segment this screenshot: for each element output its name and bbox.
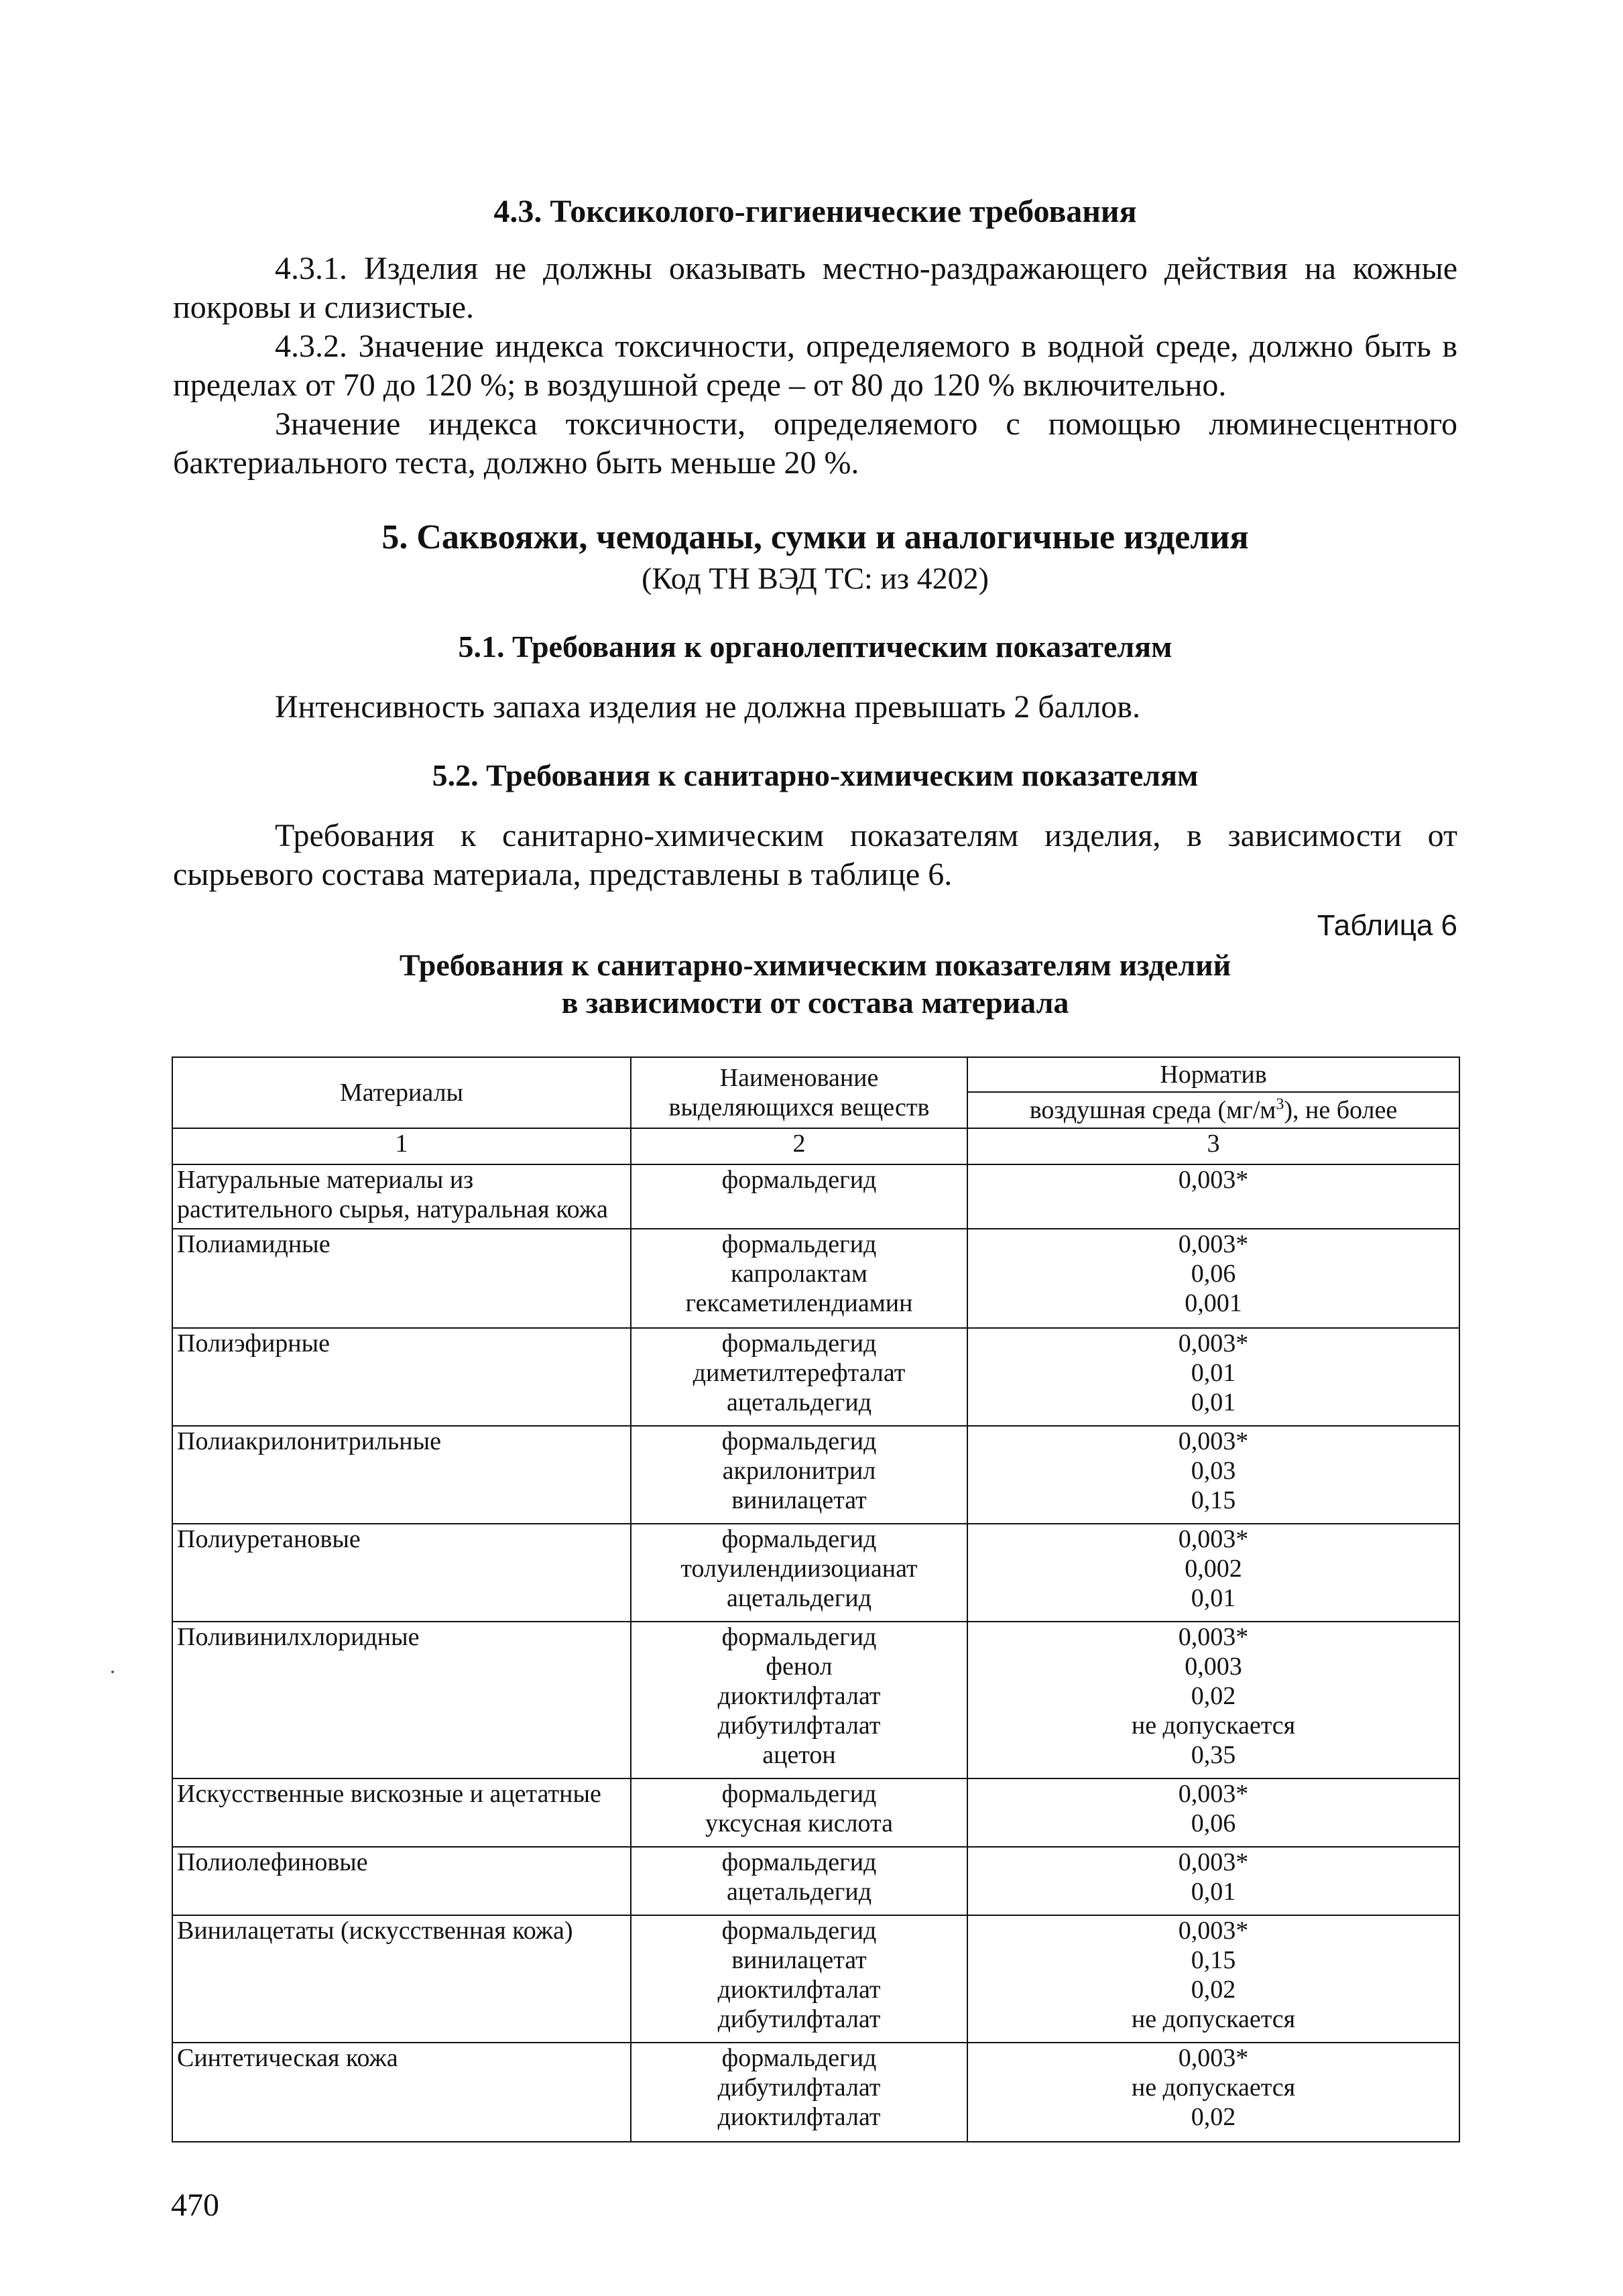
substance-name: диоктилфталат [717, 1682, 881, 1710]
paragraph-4-3-2: 4.3.2. Значение индекса токсичности, определяемого в водной среде, должно быть в пределах от 70 до 120 %; в воздушной среде – от 80 до 120 % включительно. [173, 328, 1457, 403]
norm-cell [967, 1328, 1459, 1426]
table-title-line-2: в зависимости от состава материала [561, 985, 1069, 1020]
material-cell: Синтетическая кожа [172, 2043, 631, 2142]
norms-table [172, 1056, 1460, 2142]
section-5-code: (Код ТН ВЭД ТС: из 4202) [642, 561, 989, 595]
table-body [172, 1164, 1459, 2142]
substance-name: ацетальдегид [726, 1878, 872, 1906]
table-row [172, 1915, 1459, 2043]
table-row [172, 1622, 1459, 1778]
paragraph-5-2: Требования к санитарно-химическим показателям изделия, в зависимости от сырьевого состава материала, представлены в таблице 6. [173, 818, 1457, 892]
norm-value: 0,06 [1191, 1260, 1236, 1288]
norm-cell [967, 1426, 1459, 1524]
norm-value: 0,001 [1185, 1289, 1242, 1317]
table-row [172, 1164, 1459, 1229]
substances-cell [631, 1778, 967, 1847]
norm-value: 0,15 [1191, 1486, 1236, 1514]
header-materials: Материалы [172, 1057, 631, 1128]
norm-value: не допускается [1131, 2073, 1296, 2102]
table-title [173, 947, 1457, 1022]
substance-name: диоктилфталат [717, 2103, 881, 2131]
substance-name: диоктилфталат [717, 1976, 881, 2004]
material-cell: Полиолефиновые [172, 1847, 631, 1915]
header-norm-air: воздушная среда $(мг/м^3)$, не более [967, 1092, 1459, 1128]
norm-value: 0,15 [1191, 1946, 1236, 1974]
norm-value: 0,003* [1178, 1230, 1249, 1258]
material-cell: Искусственные вискозные и ацетатные [172, 1778, 631, 1847]
material-cell: Поливинилхлоридные [172, 1622, 631, 1778]
norm-value: 0,01 [1191, 1388, 1236, 1416]
substance-name: формальдегид [721, 1780, 877, 1808]
substance-name: толуилендиизоцианат [680, 1555, 918, 1583]
norm-value: 0,003 [1185, 1652, 1242, 1681]
norm-value: 0,02 [1191, 1976, 1236, 2004]
substance-name: фенол [766, 1652, 833, 1681]
substance-name: формальдегид [721, 1917, 877, 1945]
substances-cell [631, 2043, 967, 2142]
norm-cell [967, 1847, 1459, 1915]
substance-name: формальдегид [721, 1848, 877, 1876]
norm-value: 0,003* [1178, 1427, 1249, 1455]
substance-name: формальдегид [721, 1230, 877, 1258]
norm-value: 0,003* [1178, 1525, 1249, 1553]
material-cell: Полиэфирные [172, 1328, 631, 1426]
norm-value: 0,003* [1178, 1329, 1249, 1357]
norm-value: не допускается [1131, 1711, 1296, 1740]
norm-value: 0,02 [1191, 2103, 1236, 2131]
substances-cell [631, 1847, 967, 1915]
substance-name: гексаметилендиамин [685, 1289, 913, 1317]
scan-speck [111, 1671, 114, 1673]
norm-value: 0,003* [1178, 1623, 1249, 1651]
table-title-line-1: Требования к санитарно-химическим показателям изделий [399, 948, 1231, 982]
norm-cell [967, 1524, 1459, 1622]
norm-cell [967, 2043, 1459, 2142]
section-5-1-title: 5.1. Требования к органолептическим показателям [458, 629, 1173, 664]
substances-cell [631, 1229, 967, 1328]
norm-value: 0,01 [1191, 1878, 1236, 1906]
column-number-2: 2 [631, 1128, 967, 1164]
norm-value: 0,002 [1185, 1555, 1242, 1583]
norm-value: 0,01 [1191, 1584, 1236, 1612]
norm-value: 0,003* [1178, 1780, 1249, 1808]
norm-cell [967, 1164, 1459, 1229]
column-number-1: 1 [172, 1128, 631, 1164]
table-row [172, 1524, 1459, 1622]
paragraph-4-3-1: 4.3.1. Изделия не должны оказывать местно-раздражающего действия на кожные покровы и слизистые. [173, 251, 1457, 325]
substance-name: уксусная кислота [705, 1809, 893, 1837]
substance-name: формальдегид [721, 2044, 877, 2072]
substance-name: формальдегид [721, 1427, 877, 1455]
norm-cell [967, 1778, 1459, 1847]
norm-value: 0,003* [1178, 2044, 1249, 2072]
substances-cell [631, 1426, 967, 1524]
column-number-3: 3 [967, 1128, 1459, 1164]
norm-value: 0,03 [1191, 1457, 1236, 1485]
substance-name: винилацетат [731, 1946, 867, 1974]
substances-cell [631, 1328, 967, 1426]
table-row [172, 1847, 1459, 1915]
substances-cell [631, 1622, 967, 1778]
material-cell: Полиамидные [172, 1229, 631, 1328]
material-cell: Полиуретановые [172, 1524, 631, 1622]
substance-name: формальдегид [721, 1329, 877, 1357]
table-row [172, 1426, 1459, 1524]
table-row [172, 1328, 1459, 1426]
norm-value: 0,06 [1191, 1809, 1236, 1837]
substances-cell [631, 1524, 967, 1622]
section-5-2-title: 5.2. Требования к санитарно-химическим показателям [432, 758, 1199, 792]
norm-value: 0,003* [1178, 1917, 1249, 1945]
page-number: 470 [171, 2187, 219, 2223]
substances-cell [631, 1164, 967, 1229]
norm-value: 0,01 [1191, 1359, 1236, 1387]
material-cell: Винилацетаты (искусственная кожа) [172, 1915, 631, 2043]
substance-name: ацетальдегид [726, 1584, 872, 1612]
table-row [172, 1778, 1459, 1847]
section-4-3-title: 4.3. Токсиколого-гигиенические требования [493, 194, 1137, 229]
material-cell: Натуральные материалы из растительного сырья, натуральная кожа [172, 1164, 631, 1229]
table-row [172, 1229, 1459, 1328]
substance-name: ацетон [762, 1741, 836, 1769]
norm-cell [967, 1915, 1459, 2043]
table-label: Таблица 6 [1317, 909, 1457, 942]
substance-name: акрилонитрил [722, 1457, 876, 1485]
paragraph-5-1: Интенсивность запаха изделия не должна превышать 2 баллов. [275, 689, 1140, 725]
substance-name: формальдегид [721, 1623, 877, 1651]
substance-name: капролактам [731, 1260, 867, 1288]
substance-name: формальдегид [721, 1525, 877, 1553]
substances-cell [631, 1915, 967, 2043]
section-5-title: 5. Саквояжи, чемоданы, сумки и аналогичные изделия [381, 518, 1249, 556]
substance-name: дибутилфталат [717, 1711, 881, 1740]
substance-name: ацетальдегид [726, 1388, 872, 1416]
paragraph-toxicity-bacterial: Значение индекса токсичности, определяемого с помощью люминесцентного бактериального теста, должно быть меньше 20 %. [173, 406, 1457, 481]
norm-value: не допускается [1131, 2005, 1296, 2033]
substance-name: формальдегид [721, 1166, 877, 1194]
norm-cell [967, 1622, 1459, 1778]
norm-value: 0,003* [1178, 1848, 1249, 1876]
substance-name: диметилтерефталат [693, 1359, 906, 1387]
norm-value: 0,003* [1178, 1166, 1249, 1194]
material-cell: Полиакрилонитрильные [172, 1426, 631, 1524]
substance-name: винилацетат [731, 1486, 867, 1514]
table-row [172, 2043, 1459, 2142]
norm-cell [967, 1229, 1459, 1328]
norm-value: 0,35 [1191, 1741, 1236, 1769]
substance-name: дибутилфталат [717, 2005, 881, 2033]
header-norm: Норматив [967, 1057, 1459, 1092]
substance-name: дибутилфталат [717, 2073, 881, 2102]
header-substances: Наименование выделяющихся веществ [631, 1057, 967, 1128]
norm-value: 0,02 [1191, 1682, 1236, 1710]
